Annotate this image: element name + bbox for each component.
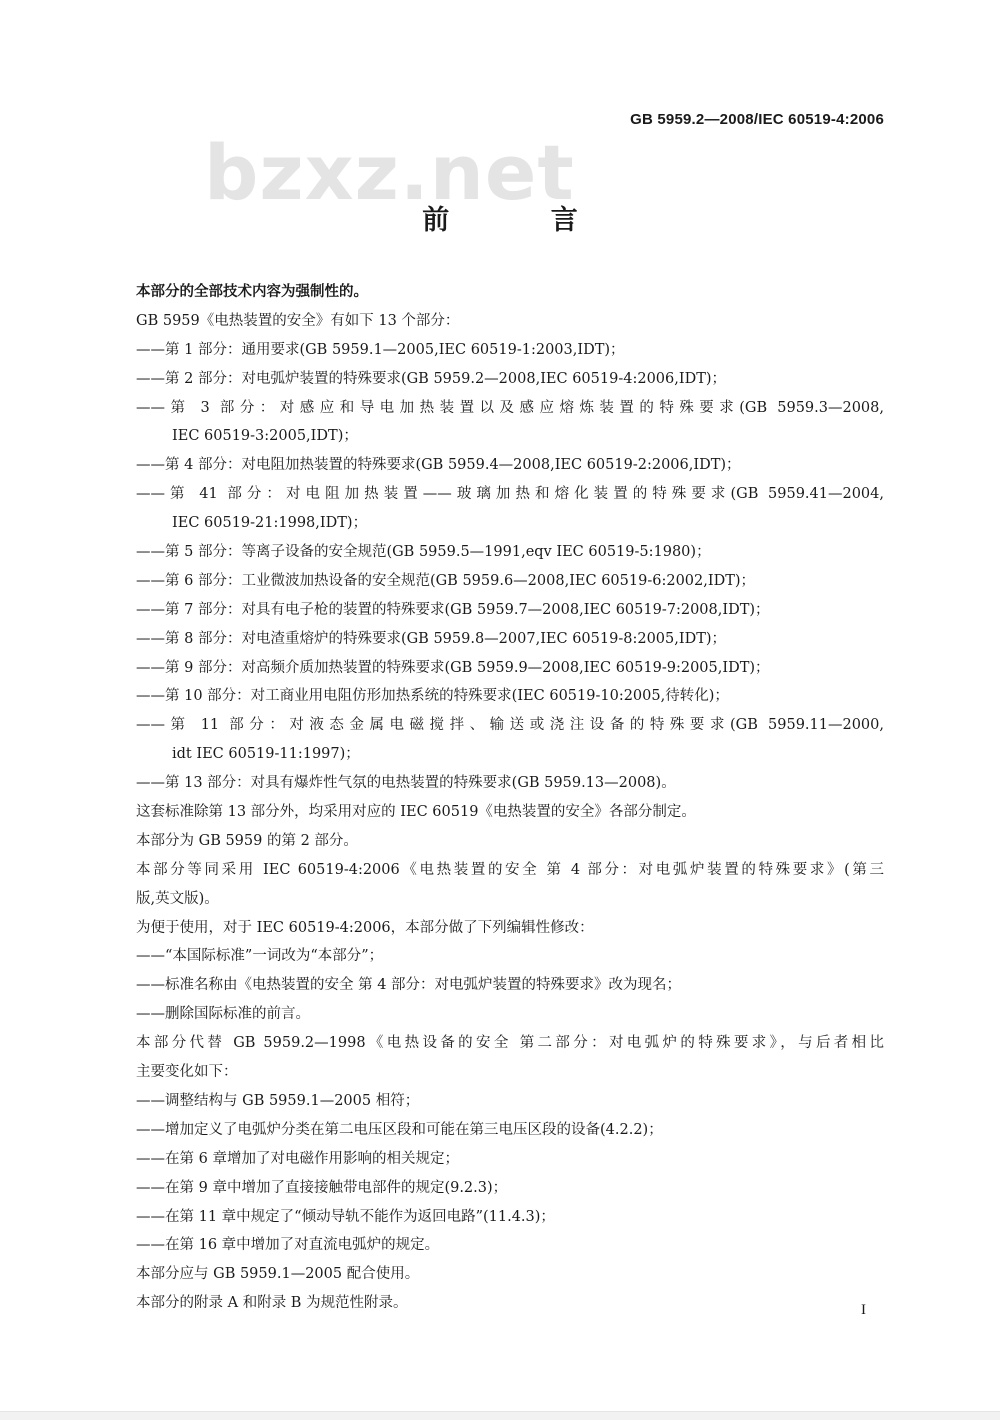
text-line: IEC 60519-3:2005,IDT)； [172, 428, 358, 445]
text-line: ——第 9 部分：对高频介质加热装置的特殊要求(GB 5959.9—2008,IEC 60519-9:2005,IDT)； [136, 659, 770, 676]
text-line: ——调整结构与 GB 5959.1—2005 相符； [136, 1092, 420, 1109]
page-title: 前 言 [422, 205, 624, 236]
text-line: ——在第 9 章中增加了直接接触带电部件的规定(9.2.3)； [136, 1179, 508, 1196]
page-bottom-edge [0, 1411, 1000, 1420]
text-line: ——在第 11 章中规定了“倾动导轨不能作为返回电路”(11.4.3)； [136, 1208, 555, 1225]
text-line: ——第 10 部分：对工商业用电阻仿形加热系统的特殊要求(IEC 60519-10:2005,待转化)； [136, 688, 729, 705]
text-line: 本部分应与 GB 5959.1—2005 配合使用。 [136, 1266, 420, 1283]
text-line: ——第 4 部分：对电阻加热装置的特殊要求(GB 5959.4—2008,IEC 60519-2:2006,IDT)； [136, 457, 741, 474]
text-line: 本部分的附录 A 和附录 B 为规范性附录。 [136, 1295, 408, 1312]
text-line: ——第 7 部分：对具有电子枪的装置的特殊要求(GB 5959.7—2008,IEC 60519-7:2008,IDT)； [136, 601, 770, 618]
text-line: IEC 60519-21:1998,IDT)； [172, 515, 368, 532]
text-line: 本部分为 GB 5959 的第 2 部分。 [136, 832, 358, 849]
text-line: 为便于使用，对于 IEC 60519-4:2006，本部分做了下列编辑性修改： [136, 919, 594, 936]
text-line: ——第 41 部分：对电阻加热装置——玻璃加热和熔化装置的特殊要求(GB 5959.41—2004, [136, 486, 884, 503]
text-line: ——第 3 部分：对感应和导电加热装置以及感应熔炼装置的特殊要求(GB 5959.3—2008, [136, 399, 884, 416]
text-line: 这套标准除第 13 部分外，均采用对应的 IEC 60519《电热装置的安全》各部分制定。 [136, 804, 696, 821]
text-line: 版,英文版)。 [136, 890, 219, 907]
text-line: ——在第 16 章中增加了对直流电弧炉的规定。 [136, 1237, 440, 1254]
text-line: 主要变化如下： [136, 1064, 238, 1081]
text-line: ——删除国际标准的前言。 [136, 1006, 310, 1023]
text-line: ——第 11 部分：对液态金属电磁搅拌、输送或浇注设备的特殊要求(GB 5959.11—2000, [136, 717, 884, 734]
standard-code: GB 5959.2—2008/IEC 60519-4:2006 [630, 111, 884, 128]
text-line: 本部分等同采用 IEC 60519-4:2006《电热装置的安全 第 4 部分：对电弧炉装置的特殊要求》(第三 [136, 861, 884, 878]
text-line: ——第 13 部分：对具有爆炸性气氛的电热装置的特殊要求(GB 5959.13—2008)。 [136, 775, 676, 792]
text-line: ——第 6 部分：工业微波加热设备的安全规范(GB 5959.6—2008,IEC 60519-6:2002,IDT)； [136, 572, 756, 589]
text-line: ——第 5 部分：等离子设备的安全规范(GB 5959.5—1991,eqv IEC 60519-5:1980)； [136, 544, 711, 561]
text-line: idt IEC 60519-11:1997)； [172, 746, 360, 763]
text-line: ——在第 6 章增加了对电磁作用影响的相关规定； [136, 1150, 459, 1167]
watermark: bzxz.net [204, 128, 575, 217]
text-line: ——第 2 部分：对电弧炉装置的特殊要求(GB 5959.2—2008,IEC 60519-4:2006,IDT)； [136, 370, 727, 387]
foreword-body [136, 278, 884, 1318]
page-number: I [861, 1302, 866, 1318]
text-line: 本部分的全部技术内容为强制性的。 [136, 283, 368, 300]
text-line: ——标准名称由《电热装置的安全 第 4 部分：对电弧炉装置的特殊要求》改为现名； [136, 977, 682, 994]
text-line: GB 5959《电热装置的安全》有如下 13 个部分： [136, 312, 460, 329]
text-line: ——第 8 部分：对电渣重熔炉的特殊要求(GB 5959.8—2007,IEC 60519-8:2005,IDT)； [136, 630, 727, 647]
text-line: ——第 1 部分：通用要求(GB 5959.1—2005,IEC 60519-1:2003,IDT)； [136, 341, 625, 358]
text-line: ——“本国际标准”一词改为“本部分”； [136, 948, 384, 965]
text-line: 本部分代替 GB 5959.2—1998《电热设备的安全 第二部分：对电弧炉的特殊要求》，与后者相比 [136, 1035, 884, 1052]
text-line: ——增加定义了电弧炉分类在第二电压区段和可能在第三电压区段的设备(4.2.2)； [136, 1121, 663, 1138]
